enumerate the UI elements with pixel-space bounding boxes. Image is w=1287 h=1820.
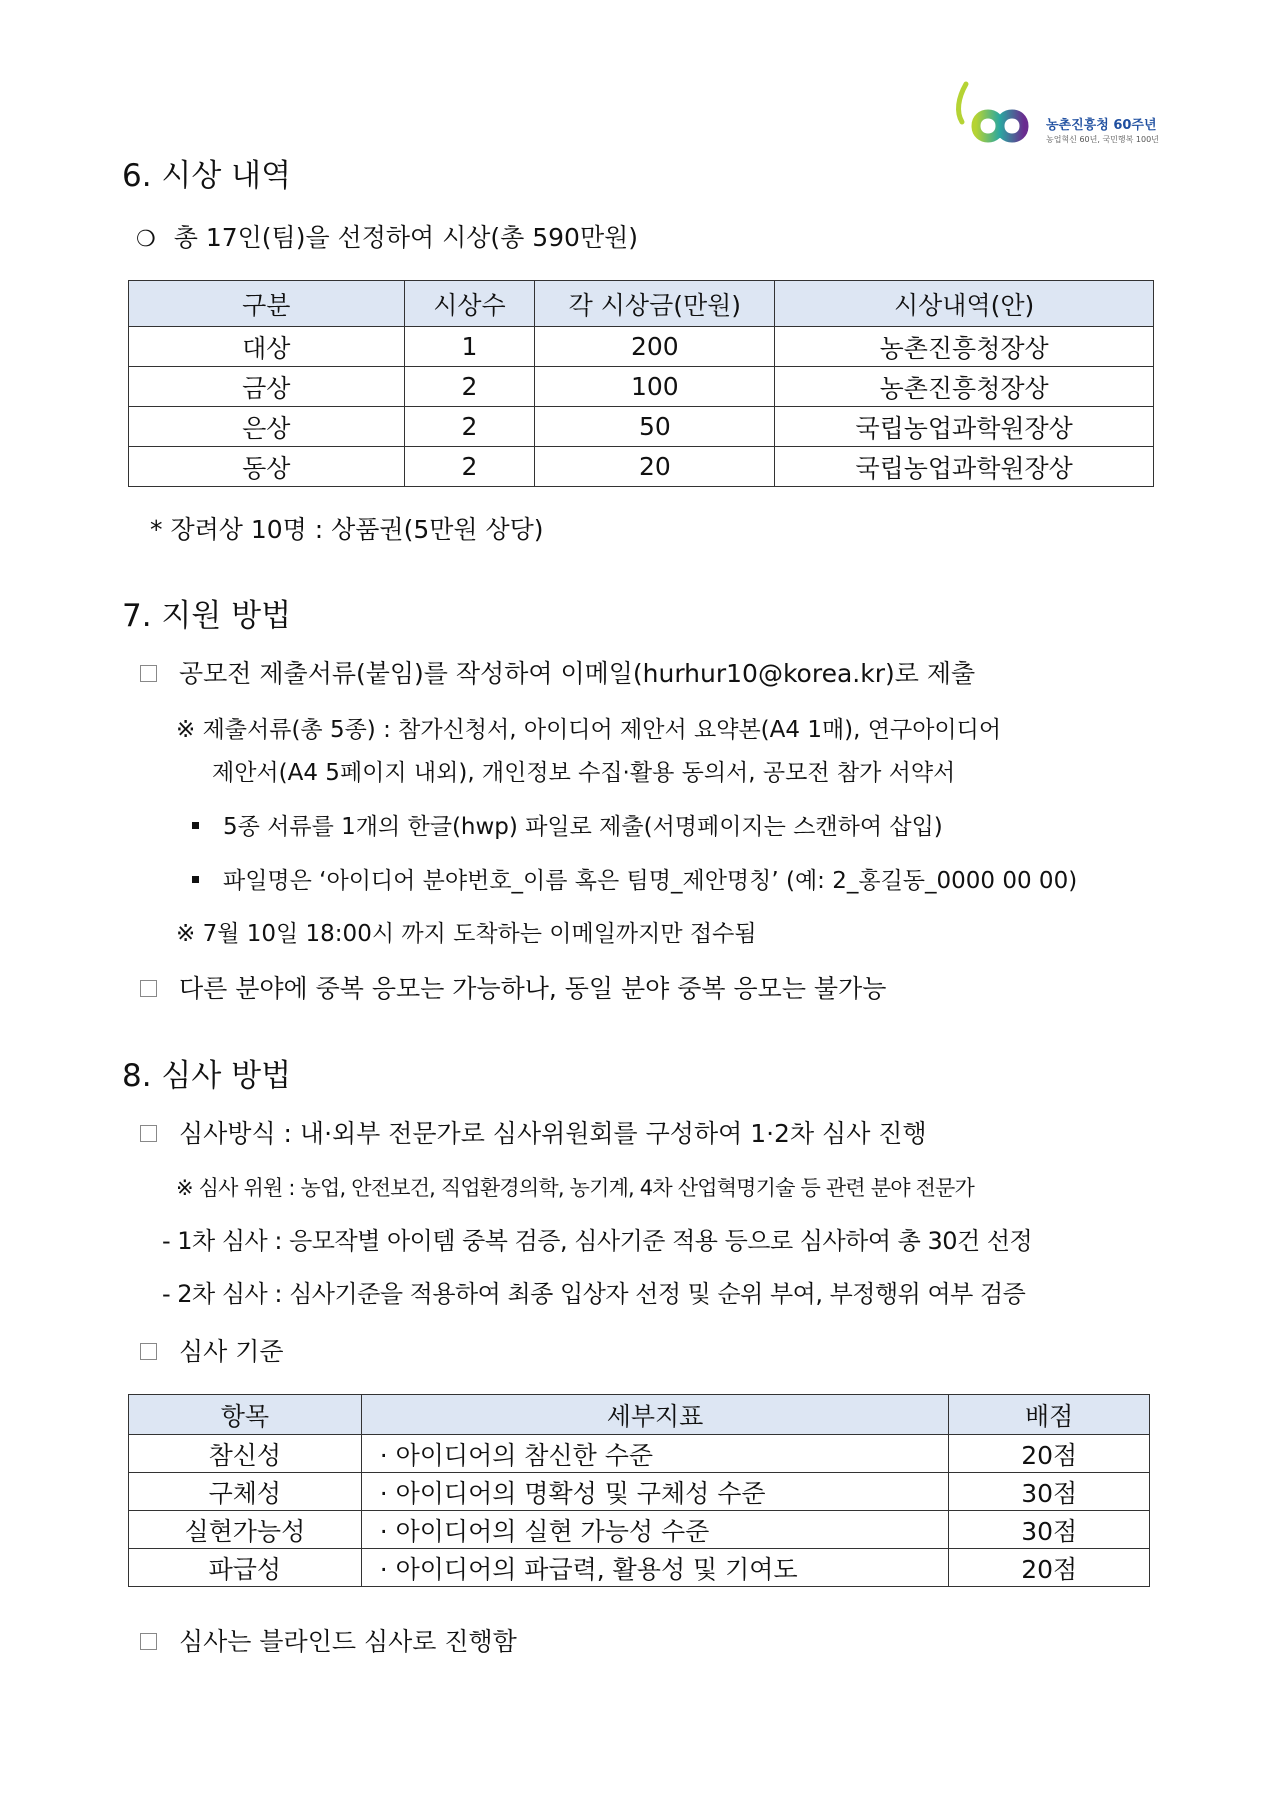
table-cell: 30점 bbox=[949, 1473, 1150, 1511]
table-row bbox=[129, 1435, 1150, 1473]
logo-title: 농촌진흥청 60주년 bbox=[1046, 118, 1157, 133]
award-table bbox=[128, 280, 1154, 487]
section-7-note-2: ※ 7월 10일 18:00시 까지 도착하는 이메일까지만 접수됨 bbox=[176, 921, 757, 947]
checkbox-icon bbox=[140, 980, 157, 997]
section-6-note: * 장려상 10명 : 상품권(5만원 상당) bbox=[150, 515, 544, 544]
table-cell: 국립농업과학원장상 bbox=[775, 447, 1154, 487]
section-8-dash-1: - 1차 심사 : 응모작별 아이템 중복 검증, 심사기준 적용 등으로 심사하여 총 30건 선정 bbox=[162, 1227, 1033, 1255]
table-cell: 2 bbox=[404, 407, 535, 447]
table-cell: 구체성 bbox=[129, 1473, 362, 1511]
table-cell: 20점 bbox=[949, 1549, 1150, 1587]
table-cell: · 아이디어의 명확성 및 구체성 수준 bbox=[361, 1473, 949, 1511]
table-row bbox=[129, 327, 1154, 367]
logo-subtitle: 농업혁신 60년, 국민행복 100년 bbox=[1046, 135, 1159, 144]
table-cell: 국립농업과학원장상 bbox=[775, 407, 1154, 447]
table-cell: 참신성 bbox=[129, 1435, 362, 1473]
section-8-dash-2: - 2차 심사 : 심사기준을 적용하여 최종 입상자 선정 및 순위 부여, 부정행위 여부 검증 bbox=[162, 1280, 1026, 1308]
section-8-item-2 bbox=[140, 1332, 284, 1368]
table-cell: 1 bbox=[404, 327, 535, 367]
section-8-item-2-text: 심사 기준 bbox=[179, 1337, 284, 1366]
section-7-note-1-line-2: 제안서(A4 5페이지 내외), 개인정보 수집·활용 동의서, 공모전 참가 서약서 bbox=[212, 760, 956, 786]
square-bullet-icon bbox=[192, 822, 199, 829]
table-row bbox=[129, 1549, 1150, 1587]
table-cell: 실현가능성 bbox=[129, 1511, 362, 1549]
checkbox-icon bbox=[140, 1633, 157, 1650]
table-cell: 30점 bbox=[949, 1511, 1150, 1549]
criteria-table-header: 배점 bbox=[949, 1395, 1150, 1435]
award-table-header: 시상수 bbox=[404, 281, 535, 327]
square-bullet-icon bbox=[192, 876, 199, 883]
table-row bbox=[129, 447, 1154, 487]
section-6-bullet-text: 총 17인(팀)을 선정하여 시상(총 590만원) bbox=[173, 223, 639, 252]
section-6-bullet bbox=[136, 218, 638, 254]
table-row bbox=[129, 1473, 1150, 1511]
table-cell: · 아이디어의 참신한 수준 bbox=[361, 1435, 949, 1473]
criteria-table-header: 항목 bbox=[129, 1395, 362, 1435]
section-7-item-2-text: 다른 분야에 중복 응모는 가능하나, 동일 분야 중복 응모는 불가능 bbox=[179, 974, 887, 1003]
table-cell: 농촌진흥청장상 bbox=[775, 327, 1154, 367]
section-7-sub-1-text: 5종 서류를 1개의 한글(hwp) 파일로 제출(서명페이지는 스캔하여 삽입) bbox=[223, 814, 943, 840]
table-cell: 농촌진흥청장상 bbox=[775, 367, 1154, 407]
table-cell: 금상 bbox=[129, 367, 405, 407]
table-cell: 20 bbox=[535, 447, 775, 487]
logo bbox=[952, 78, 1172, 158]
section-7-item-2 bbox=[140, 969, 886, 1005]
table-cell: 대상 bbox=[129, 327, 405, 367]
table-cell: 2 bbox=[404, 447, 535, 487]
table-cell: 20점 bbox=[949, 1435, 1150, 1473]
section-8-item-3-text: 심사는 블라인드 심사로 진행함 bbox=[179, 1627, 517, 1656]
section-7-heading: 7. 지원 방법 bbox=[122, 598, 292, 634]
section-8-note-1: ※ 심사 위원 : 농업, 안전보건, 직업환경의학, 농기계, 4차 산업혁명기술 등 관련 분야 전문가 bbox=[176, 1176, 975, 1200]
award-table-header: 구분 bbox=[129, 281, 405, 327]
table-cell: 2 bbox=[404, 367, 535, 407]
checkbox-icon bbox=[140, 1343, 157, 1360]
table-row bbox=[129, 1511, 1150, 1549]
section-6-heading: 6. 시상 내역 bbox=[122, 158, 292, 194]
section-7-item-1-text: 공모전 제출서류(붙임)를 작성하여 이메일(hurhur10@korea.kr)로 제출 bbox=[179, 659, 976, 688]
criteria-table bbox=[128, 1394, 1150, 1587]
checkbox-icon bbox=[140, 665, 157, 682]
award-table-header: 각 시상금(만원) bbox=[535, 281, 775, 327]
table-cell: · 아이디어의 파급력, 활용성 및 기여도 bbox=[361, 1549, 949, 1587]
table-cell: 은상 bbox=[129, 407, 405, 447]
section-8-item-1-text: 심사방식 : 내·외부 전문가로 심사위원회를 구성하여 1·2차 심사 진행 bbox=[179, 1119, 927, 1148]
infinity-logo-icon bbox=[952, 78, 1042, 158]
table-row bbox=[129, 407, 1154, 447]
criteria-table-header: 세부지표 bbox=[361, 1395, 949, 1435]
section-7-sub-1 bbox=[192, 808, 943, 841]
section-8-heading: 8. 심사 방법 bbox=[122, 1058, 292, 1094]
section-7-sub-2-text: 파일명은 ‘아이디어 분야번호_이름 혹은 팀명_제안명칭’ (예: 2_홍길동_0000 00 00) bbox=[223, 868, 1078, 894]
section-7-item-1 bbox=[140, 654, 975, 690]
section-7-note-1-line-1: ※ 제출서류(총 5종) : 참가신청서, 아이디어 제안서 요약본(A4 1매), 연구아이디어 bbox=[176, 717, 1002, 743]
table-cell: 200 bbox=[535, 327, 775, 367]
section-8-item-3 bbox=[140, 1622, 517, 1658]
table-cell: · 아이디어의 실현 가능성 수준 bbox=[361, 1511, 949, 1549]
table-cell: 파급성 bbox=[129, 1549, 362, 1587]
section-7-sub-2 bbox=[192, 862, 1077, 895]
circle-bullet-icon: ❍ bbox=[136, 227, 156, 252]
table-cell: 100 bbox=[535, 367, 775, 407]
table-row bbox=[129, 367, 1154, 407]
award-table-header: 시상내역(안) bbox=[775, 281, 1154, 327]
table-cell: 50 bbox=[535, 407, 775, 447]
checkbox-icon bbox=[140, 1125, 157, 1142]
section-8-item-1 bbox=[140, 1114, 927, 1150]
table-cell: 동상 bbox=[129, 447, 405, 487]
